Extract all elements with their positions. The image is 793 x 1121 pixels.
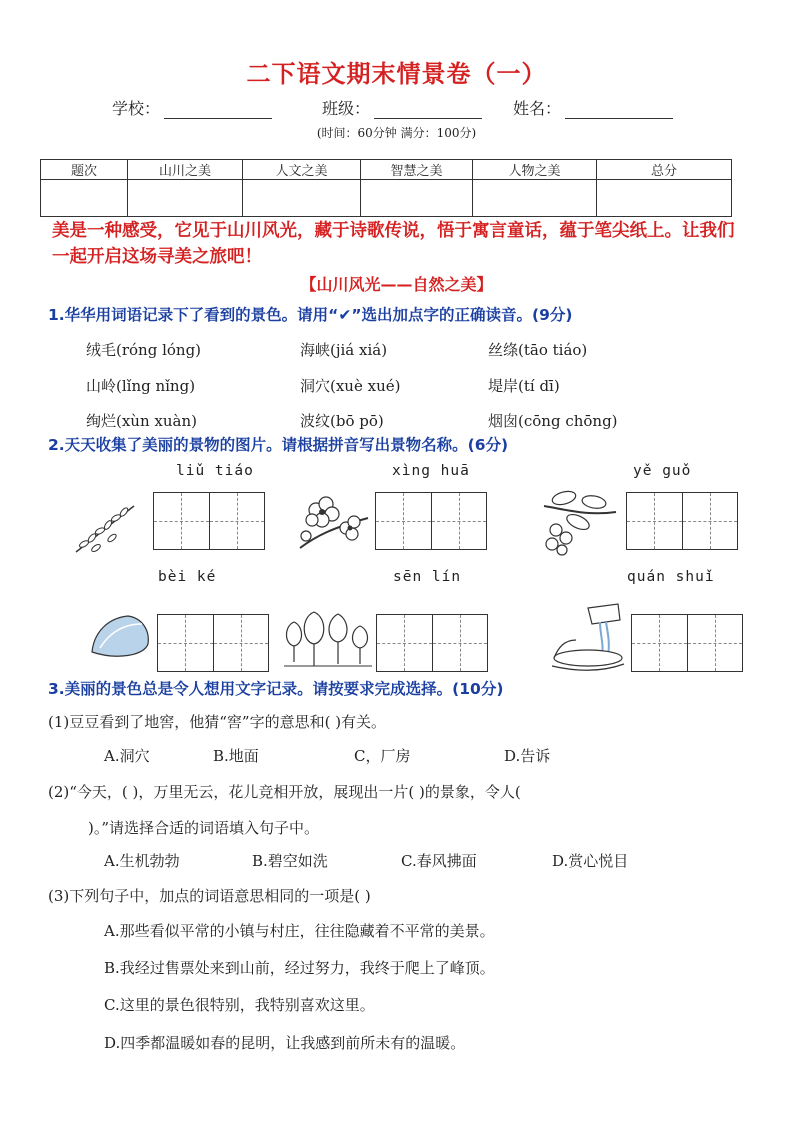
choice-option[interactable]: D.赏心悦目 — [552, 852, 629, 870]
exam-title: 二下语文期末情景卷（一） — [246, 60, 547, 88]
school-label: 学校： — [112, 99, 161, 118]
pinyin-label: bèi ké — [158, 569, 217, 585]
word-option[interactable]: 绚烂(xùn xuàn) — [86, 412, 197, 430]
choice-option[interactable]: D.四季都温暖如春的昆明，让我感到前所未有的温暖。 — [104, 1034, 466, 1052]
answer-grid-liutiao[interactable] — [153, 492, 265, 550]
pinyin-label: sēn lín — [393, 569, 462, 585]
class-blank[interactable] — [374, 102, 482, 119]
answer-cell[interactable] — [632, 615, 688, 671]
word-option[interactable]: 山岭(lǐng nǐng) — [86, 377, 196, 395]
pinyin-label: xìng huā — [392, 463, 470, 479]
choice-option[interactable]: C.这里的景色很特别，我特别喜欢这里。 — [104, 996, 375, 1014]
answer-cell[interactable] — [154, 493, 210, 549]
answer-cell[interactable] — [158, 615, 214, 671]
score-header: 人文之美 — [243, 160, 361, 180]
choice-option[interactable]: A.那些看似平常的小镇与村庄，往往隐藏着不平常的美景。 — [104, 922, 495, 940]
score-cell[interactable] — [361, 180, 473, 217]
name-label: 姓名： — [513, 99, 562, 118]
score-cell[interactable] — [128, 180, 243, 217]
score-cell[interactable] — [41, 180, 128, 217]
score-cell[interactable] — [473, 180, 597, 217]
pinyin-label: liǔ tiáo — [176, 463, 254, 479]
name-blank[interactable] — [565, 102, 673, 119]
answer-cell[interactable] — [376, 493, 432, 549]
question-1-prompt: 1.华华用词语记录下了看到的景色。请用“✔”选出加点字的正确读音。(9分) — [48, 306, 573, 324]
answer-cell[interactable] — [627, 493, 683, 549]
spring-water-icon — [548, 600, 628, 672]
score-cell[interactable] — [243, 180, 361, 217]
question-2-prompt: 2.天天收集了美丽的景物的图片。请根据拼音写出景物名称。(6分) — [48, 436, 509, 454]
answer-grid-senlin[interactable] — [376, 614, 488, 672]
answer-grid-yeguo[interactable] — [626, 492, 738, 550]
answer-grid-xinghua[interactable] — [375, 492, 487, 550]
word-option[interactable]: 波纹(bō pō) — [300, 412, 384, 430]
class-field — [322, 96, 482, 119]
answer-cell[interactable] — [432, 493, 487, 549]
willow-branch-icon — [72, 500, 138, 558]
answer-grid-quanshui[interactable] — [631, 614, 743, 672]
choice-option[interactable]: D.告诉 — [504, 747, 551, 765]
score-table — [40, 159, 732, 217]
intro-text: 美是一种感受，它见于山川风光，藏于诗歌传说，悟于寓言童话，蕴于笔尖纸上。让我们一起开启这场寻美之旅吧！ — [52, 221, 735, 267]
time-score-info: (时间：60分钟 满分：100分) — [316, 126, 477, 140]
pinyin-label: yě guǒ — [633, 463, 692, 479]
choice-option[interactable]: B.碧空如洗 — [252, 852, 328, 870]
answer-cell[interactable] — [683, 493, 738, 549]
section-heading: 【山川风光——自然之美】 — [300, 275, 493, 294]
forest-icon — [282, 606, 374, 672]
choice-option[interactable]: A.洞穴 — [104, 747, 150, 765]
word-option[interactable]: 堤岸(tí dī) — [488, 377, 560, 395]
answer-cell[interactable] — [433, 615, 488, 671]
apricot-flower-icon — [296, 488, 372, 556]
wild-fruit-icon — [538, 486, 620, 558]
school-blank[interactable] — [164, 102, 272, 119]
score-header: 人物之美 — [473, 160, 597, 180]
word-option[interactable]: 烟囱(cōng chōng) — [488, 412, 618, 430]
choice-option[interactable]: A.生机勃勃 — [104, 852, 180, 870]
choice-option[interactable]: C，厂房 — [354, 747, 411, 765]
choice-option[interactable]: B.我经过售票处来到山前，经过努力，我终于爬上了峰顶。 — [104, 959, 495, 977]
sub-question-2-line-1: (2)“今天，( )，万里无云，花儿竞相开放，展现出一片( )的景象，令人( — [48, 783, 521, 801]
sub-question-2-line-2: )。”请选择合适的词语填入句子中。 — [88, 819, 320, 837]
choice-option[interactable]: B.地面 — [213, 747, 259, 765]
word-option[interactable]: 洞穴(xuè xué) — [300, 377, 401, 395]
name-field — [513, 96, 673, 119]
sub-question-3: (3)下列句子中，加点的词语意思相同的一项是( ) — [48, 887, 371, 905]
answer-cell[interactable] — [377, 615, 433, 671]
score-cell[interactable] — [597, 180, 732, 217]
score-header: 智慧之美 — [361, 160, 473, 180]
answer-grid-beike[interactable] — [157, 614, 269, 672]
word-option[interactable]: 绒毛(róng lóng) — [86, 341, 202, 359]
word-option[interactable]: 丝绦(tāo tiáo) — [488, 341, 588, 359]
answer-cell[interactable] — [688, 615, 743, 671]
answer-cell[interactable] — [214, 615, 269, 671]
score-header: 总分 — [597, 160, 732, 180]
school-field — [112, 96, 272, 119]
pinyin-label: quán shuǐ — [627, 569, 715, 585]
score-header: 山川之美 — [128, 160, 243, 180]
shell-icon — [88, 612, 154, 662]
class-label: 班级： — [322, 99, 371, 118]
sub-question-1: (1)豆豆看到了地窖，他猜“窖”字的意思和( )有关。 — [48, 713, 387, 731]
word-option[interactable]: 海峡(jiá xiá) — [300, 341, 388, 359]
choice-option[interactable]: C.春风拂面 — [401, 852, 477, 870]
score-header: 题次 — [41, 160, 128, 180]
answer-cell[interactable] — [210, 493, 265, 549]
question-3-prompt: 3.美丽的景色总是令人想用文字记录。请按要求完成选择。(10分) — [48, 680, 504, 698]
